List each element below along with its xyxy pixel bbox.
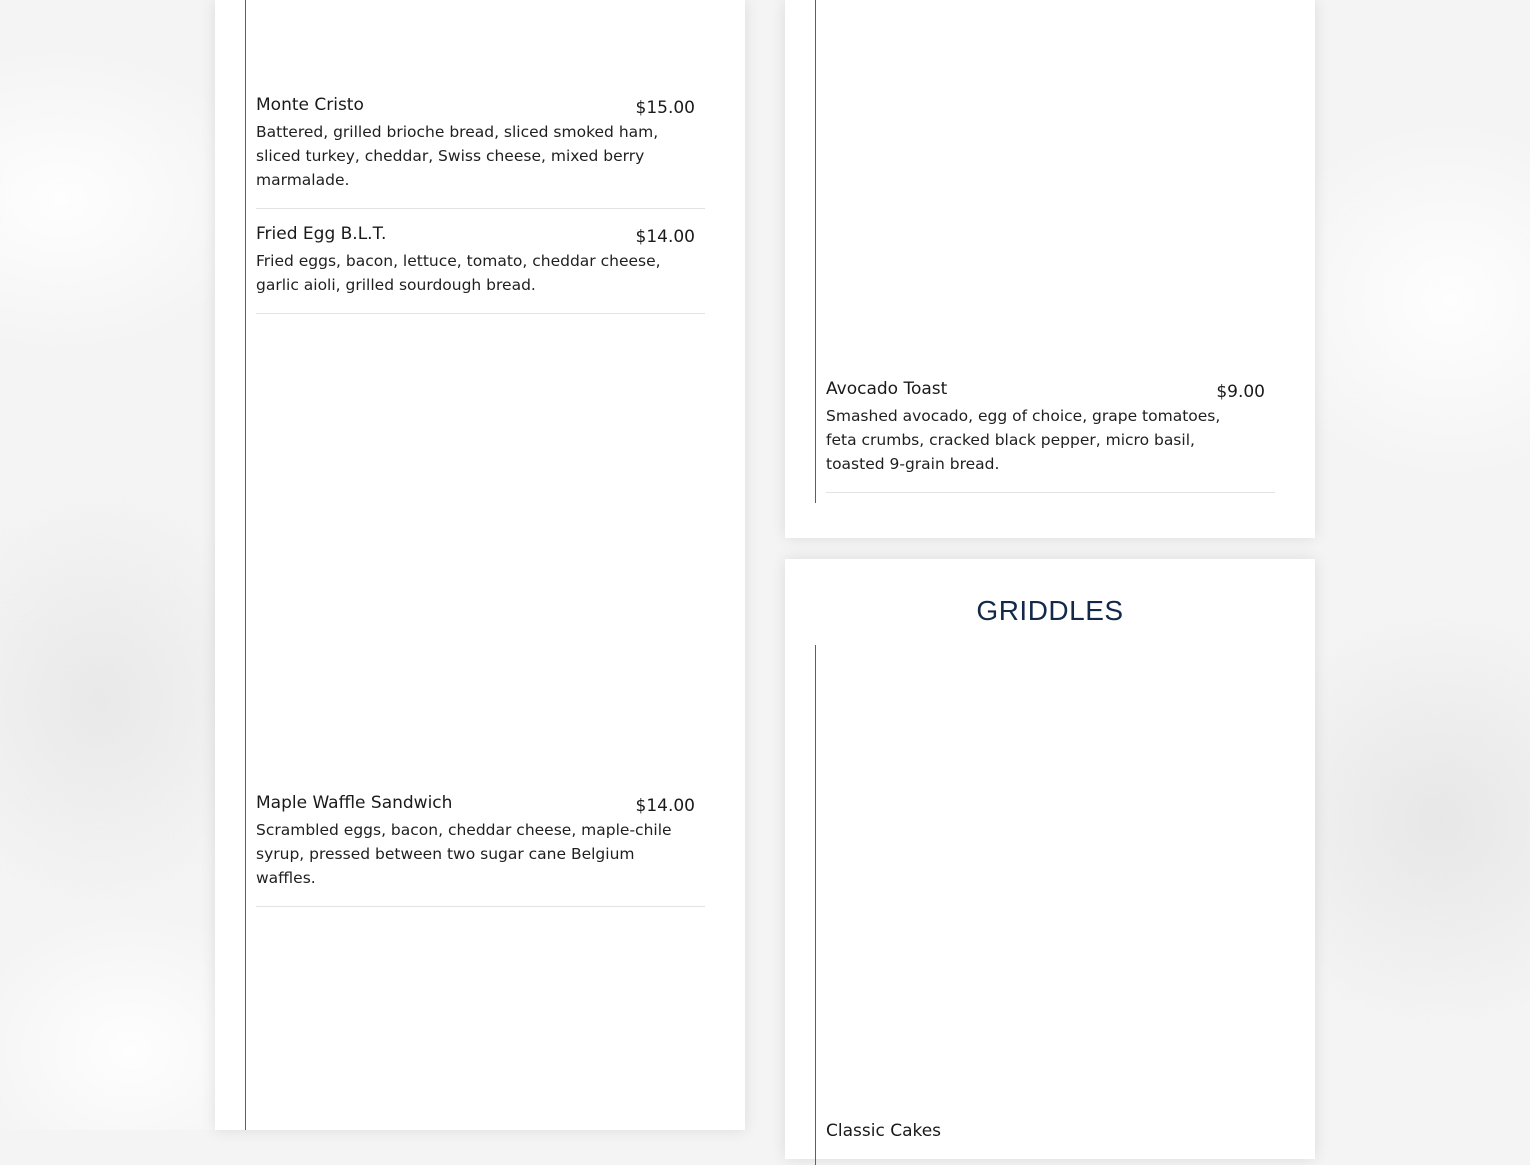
menu-item-name: Fried Egg B.L.T. xyxy=(256,224,387,244)
menu-card-right-top xyxy=(785,0,1315,538)
menu-item-name: Avocado Toast xyxy=(826,379,948,399)
menu-card-griddles xyxy=(785,559,1315,1159)
menu-item-description: Battered, grilled brioche bread, sliced smoked ham, sliced turkey, cheddar, Swiss cheese, mixed berry marmalade. xyxy=(256,123,659,189)
accent-line xyxy=(815,645,816,1165)
menu-item-price: $9.00 xyxy=(1216,382,1265,402)
menu-item-description: Smashed avocado, egg of choice, grape tomatoes, feta crumbs, cracked black pepper, micro basil, toasted 9-grain bread. xyxy=(826,407,1221,473)
menu-card-left xyxy=(215,0,745,1130)
menu-item[interactable] xyxy=(256,223,705,314)
menu-item[interactable] xyxy=(256,94,705,209)
menu-item-price: $14.00 xyxy=(635,796,695,816)
menu-item-name[interactable]: Classic Cakes xyxy=(826,1121,942,1141)
menu-item-name: Maple Waffle Sandwich xyxy=(256,793,453,813)
menu-item-price: $15.00 xyxy=(635,98,695,118)
menu-item-price: $14.00 xyxy=(635,227,695,247)
accent-line xyxy=(815,0,816,503)
section-title: GRIDDLES xyxy=(976,595,1124,626)
menu-item[interactable] xyxy=(256,792,705,907)
menu-item[interactable] xyxy=(826,378,1275,493)
menu-item-name: Monte Cristo xyxy=(256,95,364,115)
menu-item-description: Scrambled eggs, bacon, cheddar cheese, maple-chile syrup, pressed between two sugar cane Belgium waffles. xyxy=(256,821,672,887)
accent-line xyxy=(245,0,246,1130)
menu-item-description: Fried eggs, bacon, lettuce, tomato, cheddar cheese, garlic aioli, grilled sourdough bread. xyxy=(256,252,661,294)
